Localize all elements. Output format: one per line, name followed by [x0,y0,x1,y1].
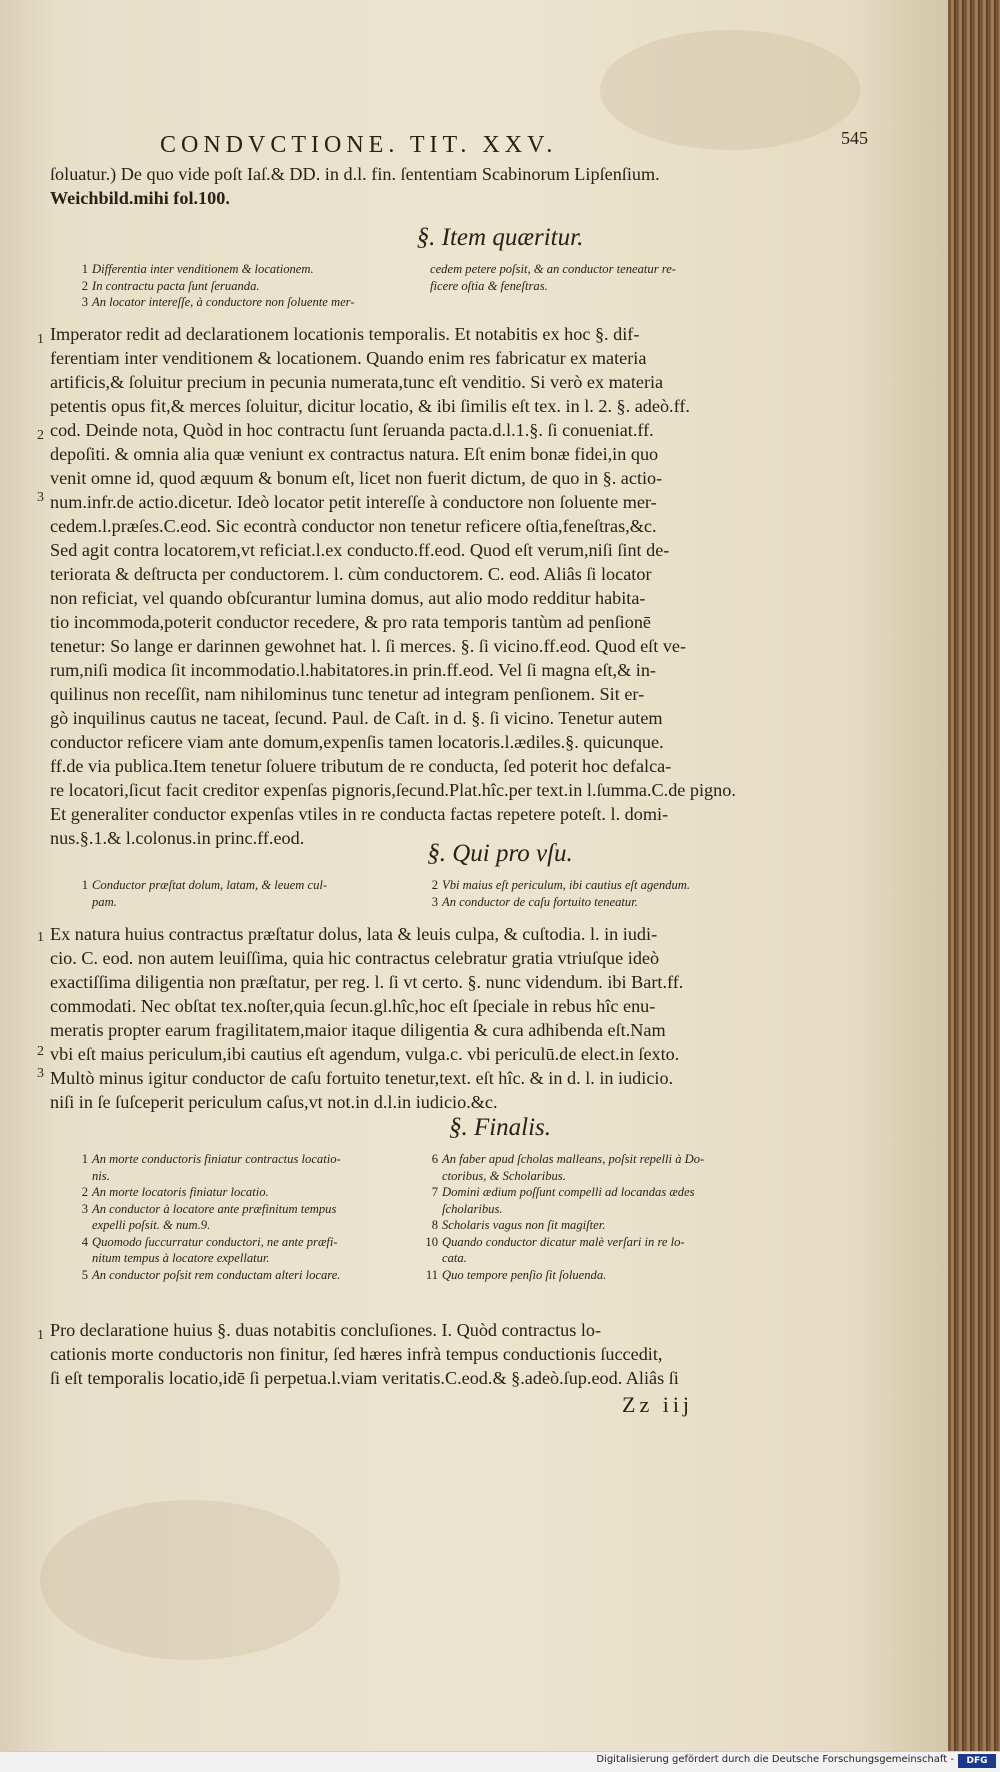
summary-item: cedem petere poſsit, & an conductor teneatur re- [430,262,676,276]
text-line: tio incommoda,poterit conductor recedere, & pro rata temporis tantùm ad penſionē [50,612,651,632]
summary-item: 3 An conductor de caſu fortuito teneatur. [431,894,638,909]
section2-body [50,922,755,1114]
text-line: commodati. Nec obſtat tex.noſter,quia ſecun.gl.hîc,hoc eſt ſpeciale in rebus hîc enu- [50,996,656,1016]
text-line: artificis,& ſoluitur precium in pecunia numerata,tunc eſt venditio. Si verò ex materia [50,372,664,392]
summary-item: 5 An conductor poſsit rem conductam alteri locare. [81,1267,341,1282]
summary-item: 6 An faber apud ſcholas malleans, poſsit repelli à Do- [431,1152,705,1166]
summary-item: nitum tempus à locatore expellatur. [92,1251,270,1265]
running-header: CONDVCTIONE. TIT. XXV. [160,132,558,158]
text-line: teriorata & deſtructa per conductorem. l. cùm conductorem. C. eod. Aliâs ſi locator [50,564,652,584]
margin-number: 3 [37,1066,44,1081]
section-title-item-quaeritur: §. Item quæritur. [416,224,584,251]
section-title-finalis: §. Finalis. [448,1114,552,1141]
summary-left [70,1152,420,1284]
text-line: Ex natura huius contractus præſtatur dolus, lata & leuis culpa, & cuſtodia. l. in iudi- [50,924,658,944]
text-line: rum,niſi modica ſit incommodatio.l.habitatores.in prin.ff.eod. Vel ſi magna eſt,& in- [50,660,656,680]
summary-item: 3 An conductor à locatore ante præfinitum tempus [81,1201,337,1216]
text-line: petentis opus fit,& merces ſoluitur, dicitur locatio, & ibi ſimilis eſt tex. in l. 2. §. adeò.ff. [50,396,690,416]
text-line: cedem.l.præſes.C.eod. Sic econtrà conductor non tenetur reficere oſtia,feneſtras,&c. [50,516,657,536]
text-line: exactiſſima diligentia non præſtatur, per reg. l. ſi vt certo. §. nunc videndum. ibi Bart.ff. [50,972,684,992]
text-line: ff.de via publica.Item tenetur ſoluere tributum de re conducta, ſed poterit hoc defalca- [50,756,672,776]
dfg-logo: DFG [958,1754,996,1768]
summary-item: pam. [92,894,117,909]
summary-item: ficere oſtia & feneſtras. [430,278,548,293]
summary-item: 4 Quomodo ſuccurratur conductori, ne ante præfi- [81,1234,338,1249]
summary-item: ctoribus, & Scholaribus. [442,1168,566,1183]
margin-number: 3 [37,490,44,505]
margin-number: 2 [37,428,44,443]
summary-item: expelli poſsit. & num.9. [92,1218,211,1232]
summary-item: 3 An locator intereſſe, à conductore non ſoluente mer- [81,295,355,309]
text-line: num.infr.de actio.dicetur. Ideò locator petit intereſſe à conductore non ſoluente mer- [50,492,657,512]
summary-item: 1 Conductor præſtat dolum, latam, & leuem cul- [81,878,328,892]
summary-item: ſcholaribus. [442,1201,503,1216]
text-line: Weichbild.mihi fol.100. [50,188,230,208]
text-line: re locatori,ſicut facit creditor expenſas pignoris,ſecund.Plat.hîc.per text.in l.ſumma.C.de pigno. [50,780,736,800]
text-line: vbi eſt maius periculum,ibi cautius eſt agendum, vulga.c. vbi periculū.de elect.in ſexto. [50,1044,680,1064]
text-line: gò inquilinus cautus ne taceat, ſecund. Paul. de Caſt. in d. §. ſi vicino. Tenetur autem [50,708,663,728]
summary-left [70,878,410,911]
section-title-qui-pro-usu: §. Qui pro vſu. [427,840,573,867]
text-line: Multò minus igitur conductor de caſu fortuito tenetur,text. eſt hîc. & in d. l. in iudicio. [50,1068,674,1088]
text-line: conductor reficere viam ante domum,expenſis tamen locatoris.l.ædiles.§. quicunque. [50,732,664,752]
summary-item: 11 Quo tempore penſio ſit ſoluenda. [425,1267,607,1282]
summary-item: 8 Scholaris vagus non ſit magiſter. [431,1218,606,1232]
text-line: Sed agit contra locatorem,vt reficiat.l.ex conducto.ff.eod. Quod eſt verum,niſi ſint de- [50,540,670,560]
text-line: venit omne id, quod æquum & bonum eſt, licet non fuerit dictum, de quo in §. actio- [50,468,663,488]
summary-item: 2 Vbi maius eſt periculum, ibi cautius eſt agendum. [431,878,690,892]
text-line: quilinus non receſſit, nam nihilominus tunc tenetur ad integram penſionem. Sit er- [50,684,645,704]
margin-number: 2 [37,1044,44,1059]
page-number: 545 [841,128,868,148]
text-line: non reficiat, vel quando obſcurantur lumina domus, aut alio modo redditur habita- [50,588,646,608]
summary-item: 2 In contractu pacta ſunt ſeruanda. [81,278,260,293]
text-line: Et generaliter conductor expenſas vtiles in re conducta factas repetere poteſt. l. domi- [50,804,669,824]
summary-left [70,262,420,312]
paper-stain [40,1500,340,1660]
book-edge [948,0,1000,1755]
margin-number: 1 [37,332,44,347]
margin-number: 1 [37,930,44,945]
footer-bar [0,1751,1000,1772]
text-line: ſi eſt temporalis locatio,idē ſi perpetua.l.viam veritatis.C.eod.& §.adeò.ſup.eod. Aliâs ſi [50,1368,679,1388]
summary-item: 1 Differentia inter venditionem & locationem. [81,262,314,276]
signature-mark: Zz iij [622,1392,694,1417]
summary-item: 1 An morte conductoris finiatur contractus locatio- [81,1152,341,1166]
summary-item: 7 Domini ædium poſſunt compelli ad locandas ædes [431,1185,695,1199]
text-line: cio. C. eod. non autem leuiſſima, quia hic contractus celebratur gratia vtriuſque ideò [50,948,660,968]
margin-number: 1 [37,1328,44,1343]
summary-right [420,878,770,911]
section1-body [50,322,755,850]
text-line: cod. Deinde nota, Quòd in hoc contractu ſunt ſeruanda pacta.d.l.1.§. ſi conueniat.ff. [50,420,654,440]
text-line: cationis morte conductoris non finitur, ſed hæres infrà tempus conductionis ſuccedit, [50,1344,663,1364]
summary-right [430,262,770,295]
text-line: nus.§.1.& l.colonus.in princ.ff.eod. [50,828,305,848]
text-line: meratis propter earum fragilitatem,maior itaque diligentia & cura adhibenda eſt.Nam [50,1020,666,1040]
text-line: ſoluatur.) De quo vide poſt Iaſ.& DD. in d.l. fin. ſententiam Scabinorum Lipſenſium. [50,164,660,184]
summary-item: 2 An morte locatoris finiatur locatio. [81,1185,269,1199]
summary-item: 10 Quando conductor dicatur malè verſari in re lo- [425,1234,685,1249]
text-line: Pro declaratione huius §. duas notabitis concluſiones. I. Quòd contractus lo- [50,1320,602,1340]
summary-item: nis. [92,1168,110,1183]
section3-body [50,1318,755,1390]
text-line: depoſiti. & omnia alia quæ veniunt ex contractus natura. Eſt enim bonæ fidei,in quo [50,444,659,464]
text-line: niſi in ſe ſuſceperit periculum caſus,vt not.in d.l.in iudicio.&c. [50,1092,498,1112]
text-line: tenetur: So lange er darinnen gewohnet hat. l. ſi merces. §. ſi vicino.ff.eod. Quod eſt ve- [50,636,687,656]
text-line: ferentiam inter venditionem & locationem. Quando enim res fabricatur ex materia [50,348,647,368]
text-line: Imperator redit ad declarationem locationis temporalis. Et notabitis ex hoc §. dif- [50,324,640,344]
summary-item: cata. [442,1251,467,1265]
footer-text: Digitalisierung gefördert durch die Deutsche Forschungsgemeinschaft - [596,1754,954,1765]
summary-right [420,1152,770,1284]
intro-text [50,162,755,210]
